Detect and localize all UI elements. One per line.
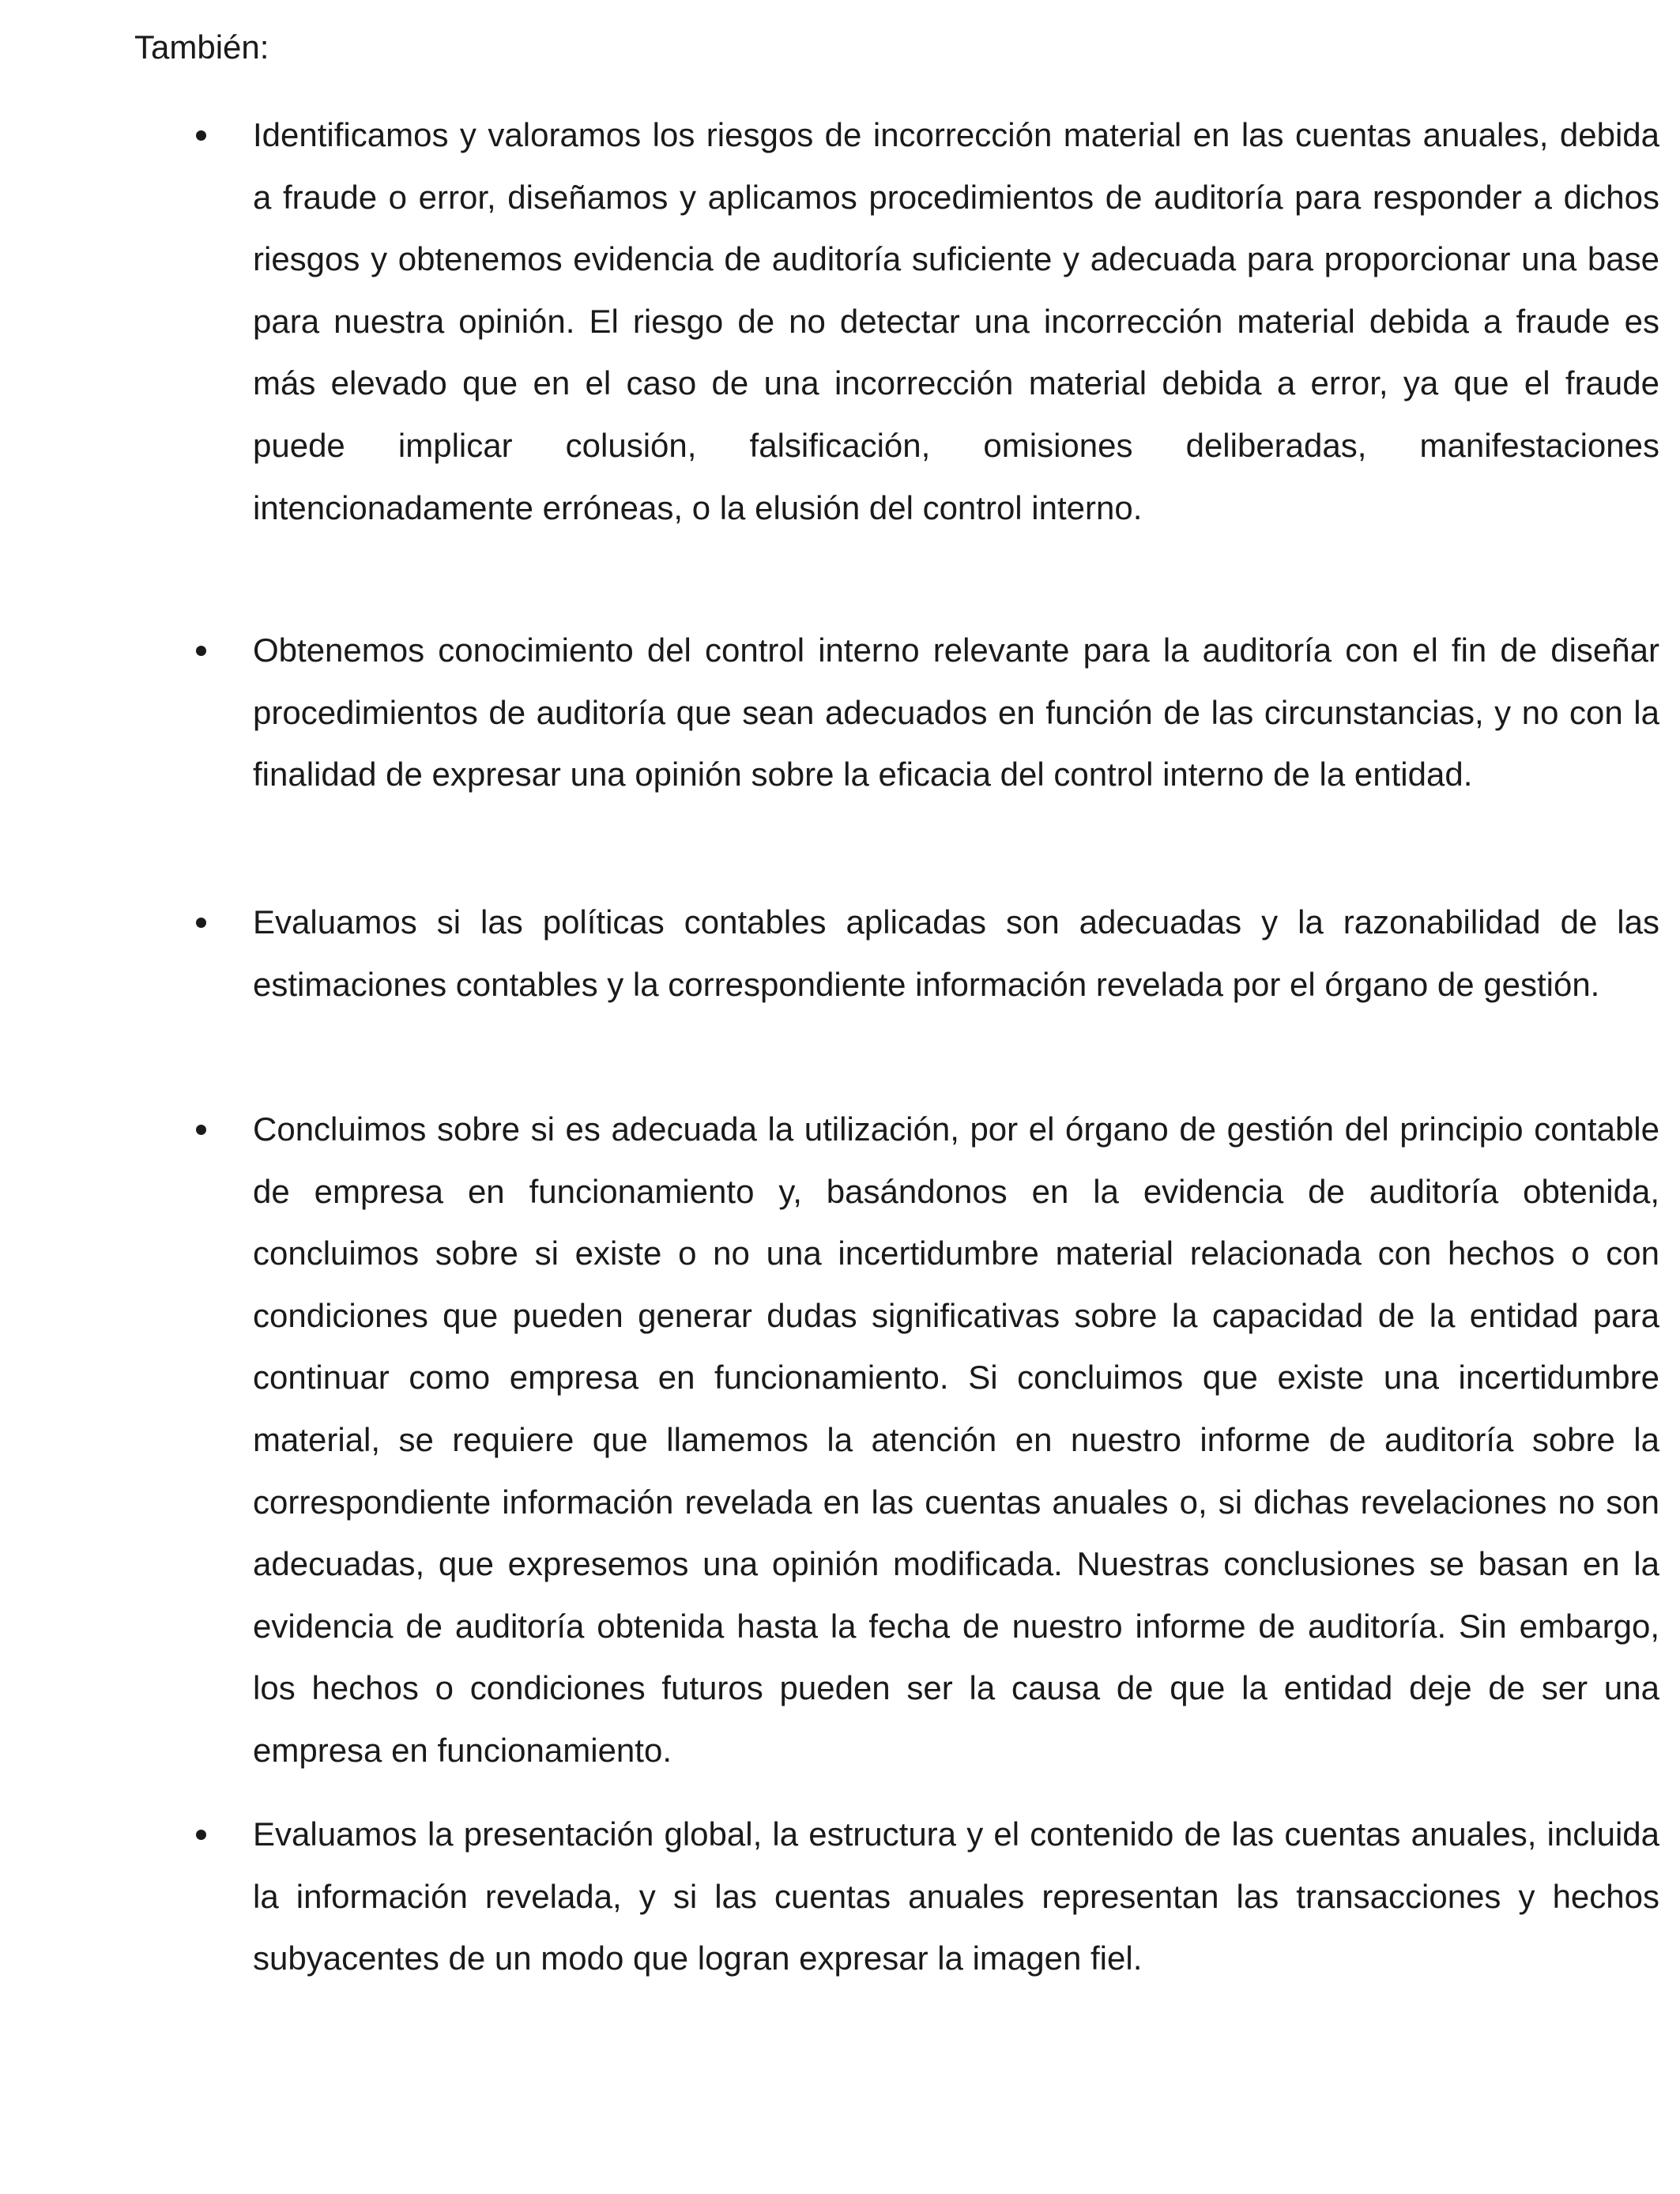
bullet-dot-icon	[196, 646, 206, 656]
bullet-dot-icon	[196, 918, 206, 928]
bullet-text: Evaluamos la presentación global, la estructura y el contenido de las cuentas anuales, incluida la información revelada, y si las cuentas anuales representan las transacciones y hechos subyacentes de un modo que logran expresar la imagen fiel.	[253, 1815, 1659, 1977]
bullet-text: Obtenemos conocimiento del control interno relevante para la auditoría con el fin de diseñar procedimientos de auditoría que sean adecuados en función de las circunstancias, y no con la finalidad de expresar una opinión sobre la eficacia del control interno de la entidad.	[253, 631, 1659, 794]
bullet-dot-icon	[196, 1125, 206, 1135]
bullet-dot-icon	[196, 130, 206, 141]
bullet-dot-icon	[196, 1830, 206, 1840]
intro-text: También:	[134, 28, 269, 66]
bullet-text: Evaluamos si las políticas contables aplicadas son adecuadas y la razonabilidad de las estimaciones contables y la correspondiente información revelada por el órgano de gestión.	[253, 903, 1659, 1003]
bullet-text: Concluimos sobre si es adecuada la utilización, por el órgano de gestión del principio contable de empresa en funcionamiento y, basándonos en la evidencia de auditoría obtenida, concluimos sobre si existe o no una incertidumbre material relacionada con hechos o con condiciones que pueden generar dudas significativas sobre la capacidad de la entidad para continuar como empresa en funcionamiento. Si concluimos que existe una incertidumbre material, se requiere que llamemos la atención en nuestro informe de auditoría sobre la correspondiente información revelada en las cuentas anuales o, si dichas revelaciones no son adecuadas, que expresemos una opinión modificada. Nuestras conclusiones se basan en la evidencia de auditoría obtenida hasta la fecha de nuestro informe de auditoría. Sin embargo, los hechos o condiciones futuros pueden ser la causa de que la entidad deje de ser una empresa en funcionamiento.	[253, 1110, 1659, 1769]
bullet-text: Identificamos y valoramos los riesgos de incorrección material en las cuentas anuales, debida a fraude o error, diseñamos y aplicamos procedimientos de auditoría para responder a dichos riesgos y obtenemos evidencia de auditoría suficiente y adecuada para proporcionar una base para nuestra opinión. El riesgo de no detectar una incorrección material debida a fraude es más elevado que en el caso de una incorrección material debida a error, ya que el fraude puede implicar colusión, falsificación, omisiones deliberadas, manifestaciones intencionadamente erróneas, o la elusión del control interno.	[253, 116, 1659, 526]
